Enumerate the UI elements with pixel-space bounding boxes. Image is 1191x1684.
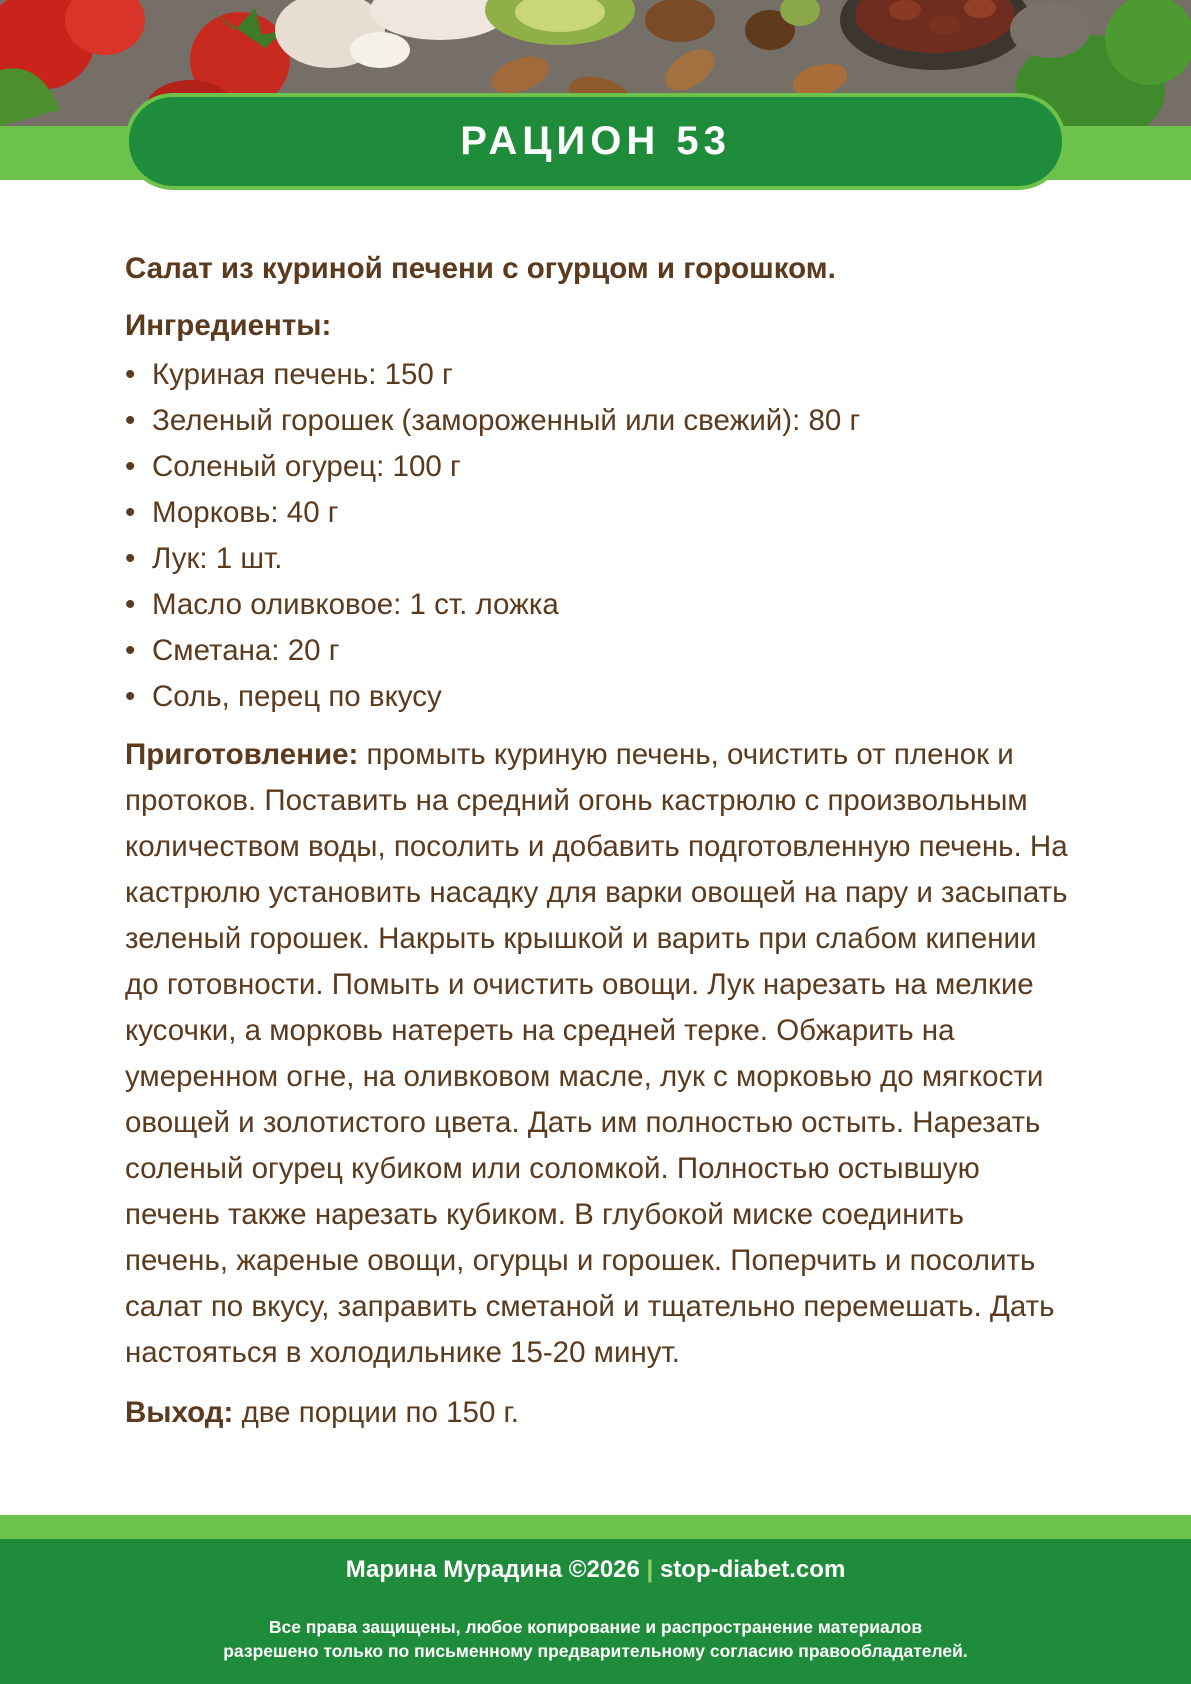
ingredient-item xyxy=(125,536,1075,582)
footer-rights-line: разрешено только по письменному предварительному согласию правообладателей. xyxy=(223,1641,968,1661)
ingredient-item xyxy=(125,352,1075,398)
ingredient-text: Лук: 1 шт. xyxy=(152,542,283,575)
preparation-text: промыть куриную печень, очистить от пленок и протоков. Поставить на средний огонь кастрюлю с произвольным количеством воды, посолить и добавить подготовленную печень. На кастрюлю установить насадку для варки овощей на пару и засыпать зеленый горошек. Накрыть крышкой и варить при слабом кипении до готовности. Помыть и очистить овощи. Лук нарезать на мелкие кусочки, а морковь натереть на средней терке. Обжарить на умеренном огне, на оливковом масле, лук с морковью до мягкости овощей и золотистого цвета. Дать им полностью остыть. Нарезать соленый огурец кубиком или соломкой. Полностью остывшую печень также нарезать кубиком. В глубокой миске соединить печень, жареные овощи, огурцы и горошек. Поперчить и посолить салат по вкусу, заправить сметаной и тщательно перемешать. Дать настояться в холодильнике 15-20 минут. xyxy=(125,738,1068,1369)
footer-rights-line: Все права защищены, любое копирование и распространение материалов xyxy=(268,1617,923,1637)
ingredient-item xyxy=(125,582,1075,628)
preparation-paragraph xyxy=(125,732,1075,1376)
yield-paragraph xyxy=(125,1390,1075,1436)
recipe-title: Салат из куриной печени с огурцом и горошком. xyxy=(125,252,836,285)
bullet-icon: • xyxy=(125,358,136,391)
ingredient-item xyxy=(125,398,1075,444)
ingredient-text: Сметана: 20 г xyxy=(152,634,340,667)
bullet-icon: • xyxy=(125,588,136,621)
bullet-icon: • xyxy=(125,542,136,575)
bullet-icon: • xyxy=(125,496,136,529)
ingredient-item xyxy=(125,444,1075,490)
yield-text: две порции по 150 г. xyxy=(241,1396,519,1429)
ingredients-heading: Ингредиенты: xyxy=(125,309,332,342)
ingredient-text: Куриная печень: 150 г xyxy=(152,358,453,391)
yield-label: Выход: xyxy=(125,1396,234,1429)
footer-separator: | xyxy=(646,1556,654,1583)
recipe-content xyxy=(125,246,1075,1436)
footer xyxy=(0,1539,1191,1684)
ingredient-item xyxy=(125,674,1075,720)
ingredient-text: Морковь: 40 г xyxy=(152,496,339,529)
ingredient-text: Зеленый горошек (замороженный или свежий): 80 г xyxy=(152,404,861,437)
ingredient-text: Соленый огурец: 100 г xyxy=(152,450,461,483)
ingredient-text: Масло оливковое: 1 ст. ложка xyxy=(152,588,559,621)
title-banner xyxy=(125,93,1066,190)
page-title: РАЦИОН 53 xyxy=(460,119,731,163)
footer-site-link[interactable]: stop-diabet.com xyxy=(659,1556,846,1583)
ingredients-list xyxy=(125,352,1075,720)
ingredient-item xyxy=(125,490,1075,536)
preparation-label: Приготовление: xyxy=(125,738,359,771)
ingredient-item xyxy=(125,628,1075,674)
bullet-icon: • xyxy=(125,404,136,437)
footer-green-band xyxy=(0,1515,1191,1539)
ingredient-text: Соль, перец по вкусу xyxy=(152,680,442,713)
footer-author: Марина Мурадина ©2026 xyxy=(345,1556,640,1583)
bullet-icon: • xyxy=(125,634,136,667)
footer-credits xyxy=(0,1552,1191,1588)
bullet-icon: • xyxy=(125,450,136,483)
bullet-icon: • xyxy=(125,680,136,713)
footer-rights xyxy=(0,1615,1191,1663)
